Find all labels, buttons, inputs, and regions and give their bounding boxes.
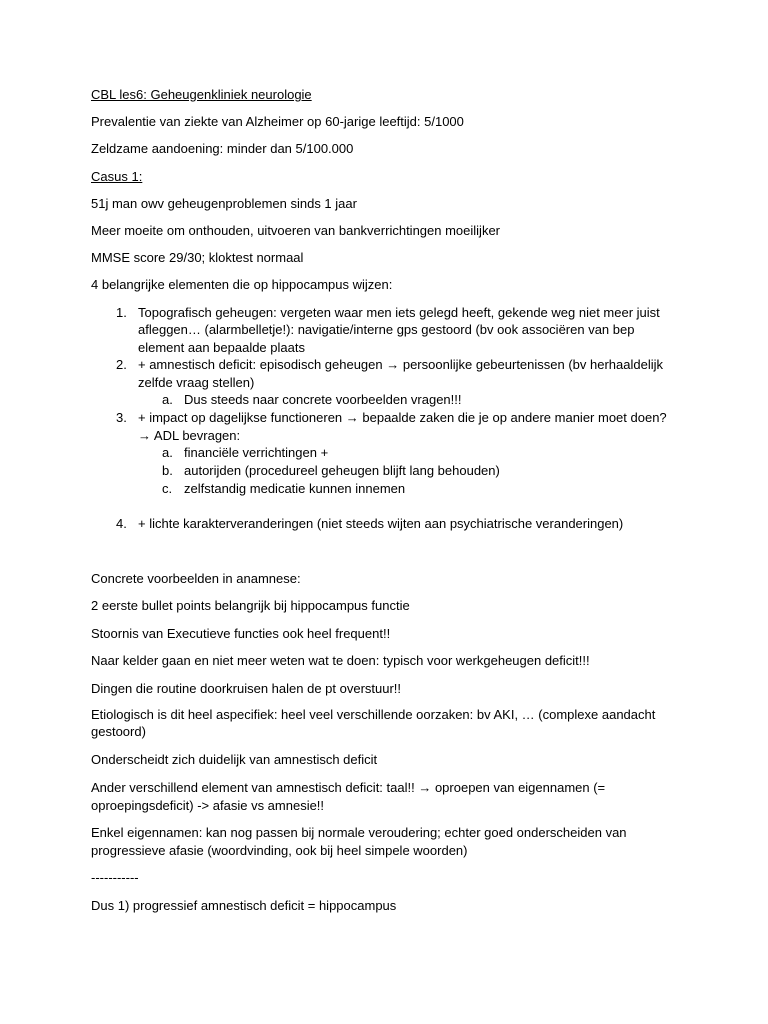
paragraph: Etiologisch is dit heel aspecifiek: heel veel verschillende oorzaken: bv AKI, … (complexe aandacht: [91, 707, 656, 722]
section-heading: Casus 1:: [91, 169, 143, 184]
paragraph: Zeldzame aandoening: minder dan 5/100.000: [91, 141, 354, 156]
paragraph: Naar kelder gaan en niet meer weten wat te doen: typisch voor werkgeheugen deficit!!!: [91, 653, 590, 668]
paragraph: 2 eerste bullet points belangrijk bij hippocampus functie: [91, 598, 410, 613]
list-item-line: + lichte karakterveranderingen (niet steeds wijten aan psychiatrische veranderingen): [138, 516, 624, 531]
sublist-letter: a.: [162, 392, 173, 407]
paragraph: Concrete voorbeelden in anamnese:: [91, 571, 301, 586]
list-number: 4.: [116, 516, 127, 531]
sublist-letter: b.: [162, 463, 173, 478]
separator-text: -----------: [91, 870, 139, 885]
list-number: 2.: [116, 357, 127, 372]
paragraph: progressieve afasie (woordvinding, ook bij heel simpele woorden): [91, 843, 468, 858]
sublist-item: autorijden (procedureel geheugen blijft lang behouden): [184, 463, 500, 478]
list-item-line: afleggen… (alarmbelletje!): navigatie/interne gps gestoord (bv ook associëren van bep: [138, 322, 635, 337]
paragraph: Onderscheidt zich duidelijk van amnestisch deficit: [91, 752, 378, 767]
paragraph: oproepingsdeficit) -> afasie vs amnesie!!: [91, 798, 325, 813]
paragraph: MMSE score 29/30; kloktest normaal: [91, 250, 304, 265]
document-title: CBL les6: Geheugenkliniek neurologie: [91, 87, 312, 102]
paragraph: Meer moeite om onthouden, uitvoeren van bankverrichtingen moeilijker: [91, 223, 500, 238]
paragraph: Stoornis van Executieve functies ook heel frequent!!: [91, 626, 391, 641]
list-item-line: element aan bepaalde plaats: [138, 340, 305, 355]
sublist-item: Dus steeds naar concrete voorbeelden vragen!!!: [184, 392, 462, 407]
paragraph: 51j man owv geheugenproblemen sinds 1 jaar: [91, 196, 357, 211]
list-item-line: + amnestisch deficit: episodisch geheugen → persoonlijke gebeurtenissen (bv herhaaldelijk: [138, 357, 664, 372]
sublist-item: financiële verrichtingen +: [184, 445, 329, 460]
paragraph: Dingen die routine doorkruisen halen de pt overstuur!!: [91, 681, 402, 696]
list-number: 1.: [116, 305, 127, 320]
list-item-line: Topografisch geheugen: vergeten waar men iets gelegd heeft, gekende weg niet meer juist: [138, 305, 660, 320]
sublist-letter: c.: [162, 481, 173, 496]
sublist-letter: a.: [162, 445, 173, 460]
list-number: 3.: [116, 410, 127, 425]
paragraph: 4 belangrijke elementen die op hippocampus wijzen:: [91, 277, 393, 292]
paragraph: gestoord): [91, 724, 146, 739]
paragraph: Dus 1) progressief amnestisch deficit = hippocampus: [91, 898, 397, 913]
sublist-item: zelfstandig medicatie kunnen innemen: [184, 481, 406, 496]
paragraph: Prevalentie van ziekte van Alzheimer op 60-jarige leeftijd: 5/1000: [91, 114, 464, 129]
paragraph: Ander verschillend element van amnestisch deficit: taal!! → oproepen van eigennamen (=: [91, 780, 606, 795]
list-item-line: + impact op dagelijkse functioneren → bepaalde zaken die je op andere manier moet doen?: [138, 410, 667, 425]
list-item-line: → ADL bevragen:: [138, 428, 241, 443]
paragraph: Enkel eigennamen: kan nog passen bij normale veroudering; echter goed onderscheiden van: [91, 825, 627, 840]
list-item-line: zelfde vraag stellen): [138, 375, 255, 390]
